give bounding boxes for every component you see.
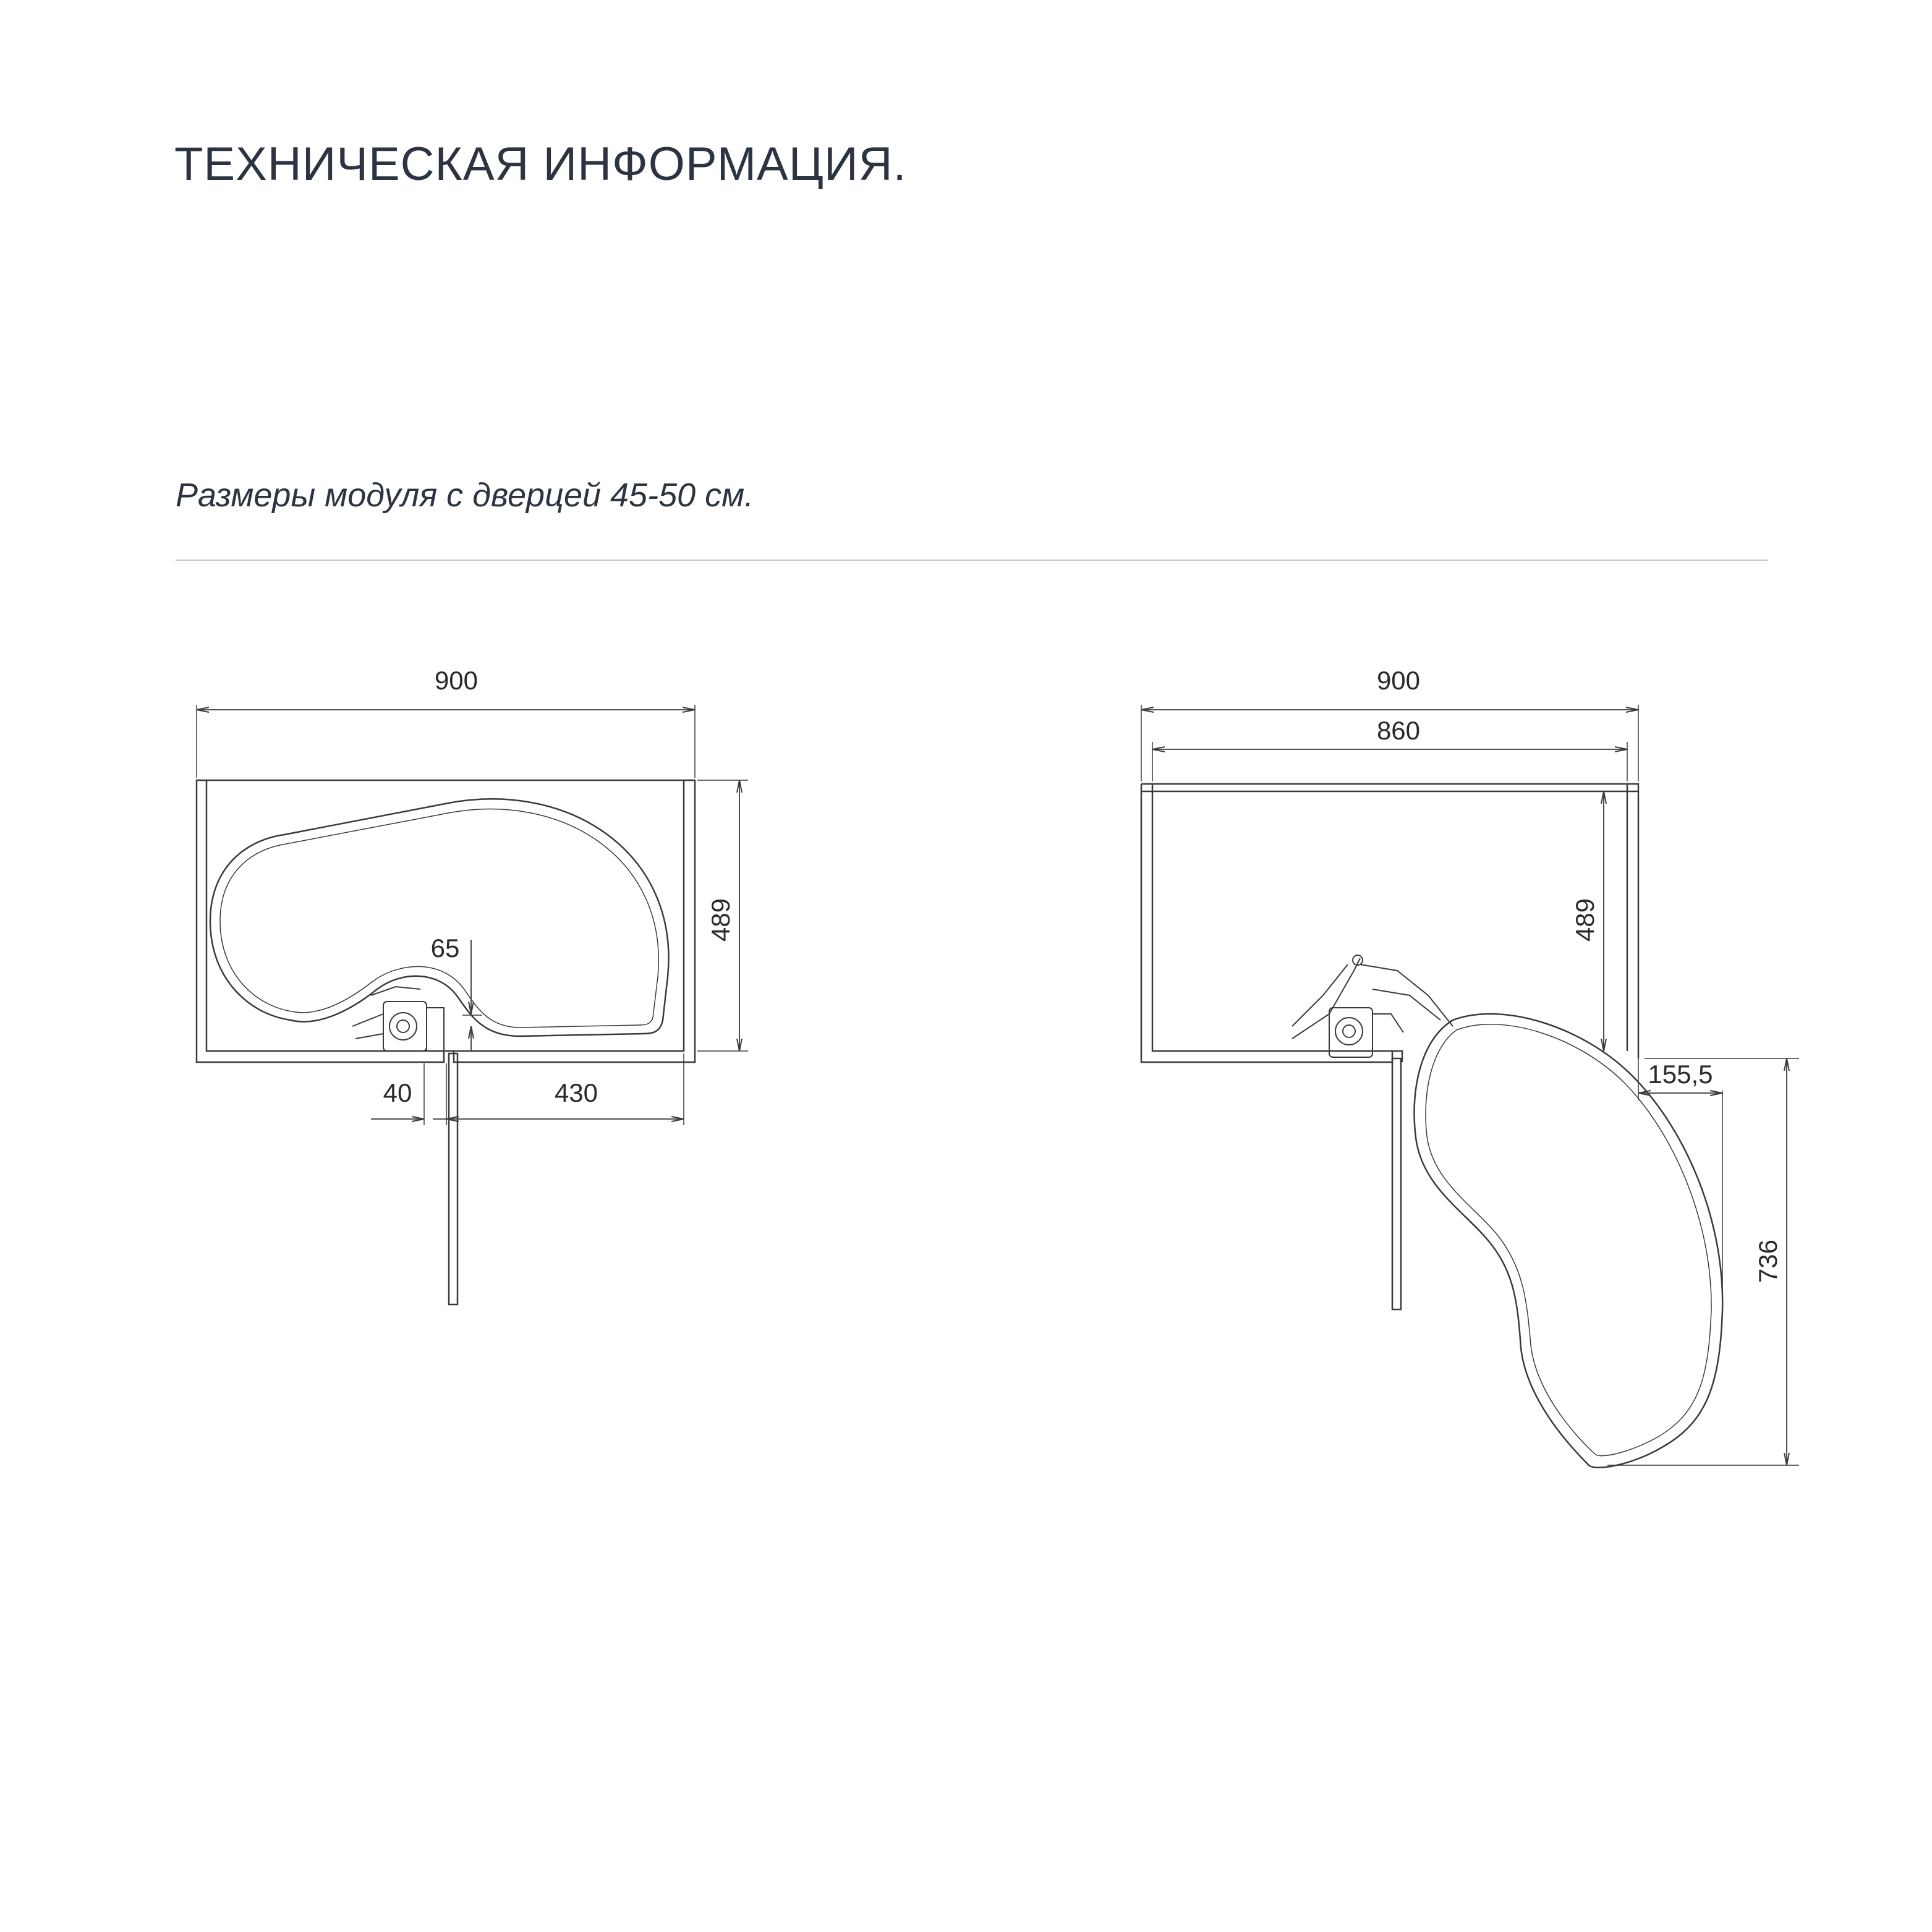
- section-subtitle: Размеры модуля с дверцей 45-50 см.: [176, 477, 754, 514]
- label-width-430: 430: [554, 1078, 598, 1107]
- mechanism: [352, 987, 444, 1051]
- cabinet-inner-wall: [206, 780, 684, 1051]
- cabinet-inner-wall: [1141, 784, 1638, 1051]
- kidney-shelf-rim: [1426, 1024, 1711, 1456]
- label-offset-155: 155,5: [1648, 1060, 1713, 1089]
- door-panel: [449, 1053, 457, 1304]
- cabinet-outline: [197, 780, 695, 1062]
- cabinet-outline: [1141, 784, 1638, 1062]
- mechanism: [1292, 955, 1453, 1057]
- page-title: ТЕХНИЧЕСКАЯ ИНФОРМАЦИЯ.: [174, 138, 907, 190]
- diagram-closed: [197, 705, 748, 1304]
- label-offset-65: 65: [430, 934, 460, 963]
- label-extension-736: 736: [1753, 1239, 1782, 1283]
- label-width-900-right: 900: [1376, 666, 1421, 695]
- kidney-shelf-rim: [220, 809, 658, 1028]
- label-depth-489-right: 489: [1570, 898, 1599, 942]
- label-depth-489-left: 489: [706, 898, 735, 942]
- label-width-900-left: 900: [434, 666, 479, 695]
- kidney-shelf: [210, 799, 669, 1036]
- label-offset-40: 40: [383, 1078, 412, 1107]
- label-width-860: 860: [1376, 716, 1421, 745]
- door-panel: [1392, 1058, 1401, 1309]
